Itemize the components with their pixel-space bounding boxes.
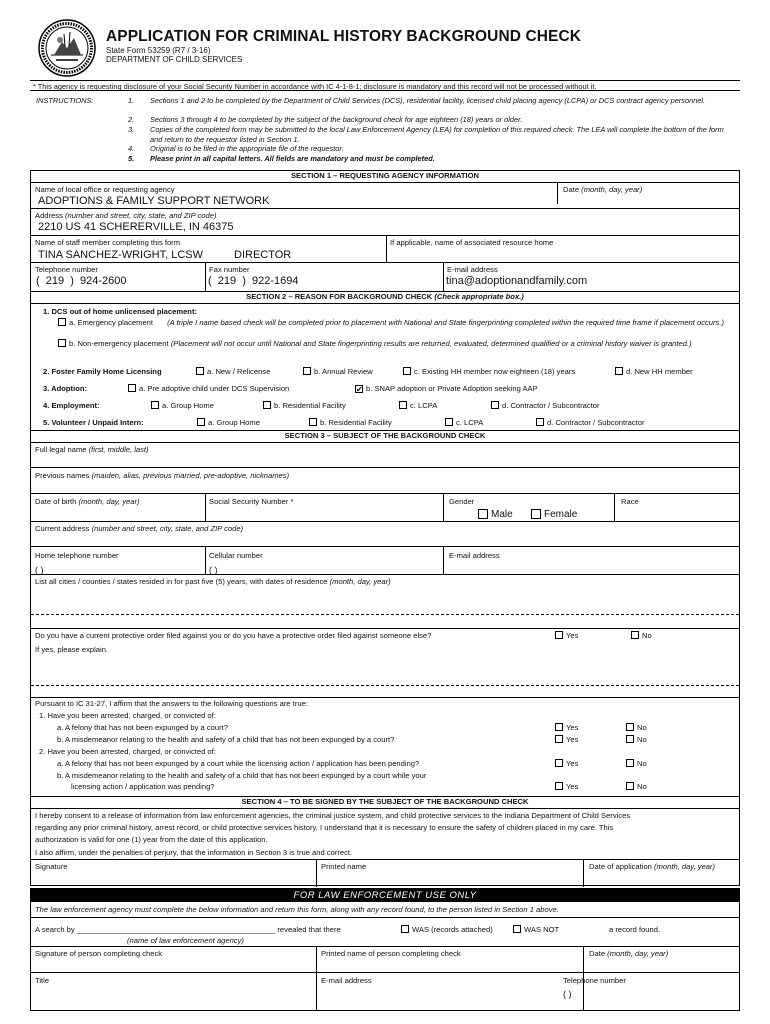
agency-field[interactable]: ADOPTIONS & FAMILY SUPPORT NETWORK [38,195,270,207]
ssn-notice: * This agency is requesting disclosure of your Social Security Number in accordance with IC 4-1-8-1; disclosure is mandatory and this record will not be processed without it. [30,80,740,91]
employment-lcpa-option[interactable]: c. LCPA [399,401,437,410]
printed-name-field[interactable]: Printed name [321,862,367,871]
explain-label: If yes, please explain. [35,645,109,654]
question-2a: a. A felony that has not been expunged by a court while the licensing action / application has been pending? [57,759,420,768]
fax-field[interactable]: ( 219 ) 922-1694 [208,275,299,287]
lea-email-field[interactable]: E-mail address [321,976,372,985]
foster-new-option[interactable]: a. New / Relicense [196,367,270,376]
checkbox[interactable] [555,723,563,731]
checkbox[interactable] [263,401,271,409]
lea-search-by-field[interactable]: A search by _______________________________________________ revealed that there [35,925,341,934]
home-phone-label: Home telephone number [35,551,119,560]
volunteer-residential-option[interactable]: b. Residential Facility [309,418,392,427]
checkbox[interactable] [631,631,639,639]
form-number: State Form 53259 (R7 / 3-16) [106,46,211,55]
lea-was-not-option[interactable]: WAS NOT [513,925,559,934]
checkbox[interactable] [197,418,205,426]
employment-contractor-option[interactable]: d. Contractor / Subcontractor [491,401,600,410]
q2a-yes-option[interactable]: Yes [555,759,578,768]
residences-label: List all cities / counties / states resided in for past five (5) years, with dates of residence (month, day, year) [35,577,391,586]
race-field[interactable]: Race [621,497,639,506]
protective-no-option[interactable]: No [631,631,652,640]
section2-title: SECTION 2 – REASON FOR BACKGROUND CHECK (Check appropriate box.) [246,292,524,301]
instruction-item: 2. Sections 3 through 4 to be completed by the subject of the background check for age eighteen (18) years or older. [128,115,523,124]
cell-field[interactable]: ( ) [209,565,218,575]
law-enforcement-section [30,888,740,1011]
lea-printed-name-field[interactable]: Printed name of person completing check [321,949,461,958]
question-2: 2. Have you been arrested, charged, or convicted of: [39,747,216,756]
dob-field[interactable]: Date of birth (month, day, year) [35,497,140,506]
fax-label: Fax number [209,265,250,274]
checkbox[interactable] [626,723,634,731]
section1-title: SECTION 1 – REQUESTING AGENCY INFORMATION [290,171,480,180]
adoption-pre-option[interactable]: a. Pre adoptive child under DCS Supervision [128,384,289,393]
form-title: APPLICATION FOR CRIMINAL HISTORY BACKGROUND CHECK [106,28,582,45]
lea-was-option[interactable]: WAS (records attached) [401,925,493,934]
lea-date-field[interactable]: Date (month, day, year) [589,949,669,958]
q2b-yes-option[interactable]: Yes [555,782,578,791]
checkbox[interactable] [58,318,66,326]
full-name-field[interactable]: Full legal name (first, middle, last) [35,445,149,454]
phone-field[interactable]: ( 219 ) 924-2600 [36,275,127,287]
question-2b-cont: licensing action / application was pending? [71,782,215,791]
section4-title: SECTION 4 – TO BE SIGNED BY THE SUBJECT OF THE BACKGROUND CHECK [241,797,529,806]
checkbox[interactable] [445,418,453,426]
lea-phone-label: Telephone number [563,976,626,985]
checkbox[interactable] [309,418,317,426]
checkbox[interactable] [401,925,409,933]
instruction-item: 4. Original is to be filed in the appropriate file of the requestor. [128,144,344,153]
cell-label: Cellular number [209,551,263,560]
checkbox[interactable] [555,735,563,743]
employment-residential-option[interactable]: b. Residential Facility [263,401,346,410]
signature-field[interactable]: Signature [35,862,68,871]
email-label: E-mail address [447,265,498,274]
email-field[interactable]: tina@adoptionandfamily.com [446,275,588,287]
question-1b: b. A misdemeanor relating to the health and safety of a child that has not been expunged by a court? [57,735,395,744]
date-label: Date (month, day, year) [563,185,643,194]
instruction-item: 3. Copies of the completed form may be submitted to the local Law Enforcement Agency (LEA) for completion of this required check. The LEA will complete the bottom of the form and return to the requestor listed in Section 1. [128,125,724,144]
dcs-label: 1. DCS out of home unlicensed placement: [43,307,198,316]
checkbox[interactable] [615,367,623,375]
phone-label: Telephone number [35,265,98,274]
checkbox[interactable] [128,384,136,392]
application-date-field[interactable]: Date of application (month, day, year) [589,862,716,871]
male-option[interactable]: Male [478,509,513,520]
address-label: Address (number and street, city, state, and ZIP code) [35,211,217,220]
consent-text-3: authorization is valid for one (1) year from the date of this application. [35,835,268,844]
affirm-text: Pursuant to IC 31-27, I affirm that the answers to the following questions are true: [35,699,308,708]
agency-label: Name of local office or requesting agency [35,185,175,194]
lea-title-field[interactable]: Title [35,976,50,985]
protective-order-question: Do you have a current protective order filed against you or do you have a protective order filed against someone else? [35,631,432,640]
form-body [30,170,740,886]
q1a-no-option[interactable]: No [626,723,647,732]
lea-record-found-text: a record found. [609,925,661,934]
dcs-non-emergency-option[interactable]: b. Non-emergency placement (Placement will not occur until National and State fingerprinting results are returned, evaluated, determined qualified or a criminal history waiver is granted.) [58,339,728,349]
checkbox[interactable] [58,339,66,347]
checkbox[interactable] [403,367,411,375]
lea-agency-hint: (name of law enforcement agency) [127,936,244,945]
instruction-item: 1. Sections 1 and 2 to be completed by the Department of Child Services (DCS), residential facility, licensed child placing agency (LCPA) or DCS contract agency personnel. [128,96,706,105]
staff-title-field[interactable]: DIRECTOR [234,249,292,261]
question-2b: b. A misdemeanor relating to the health and safety of a child that has not been expunged by a court while your [57,771,427,780]
address-field[interactable]: 2210 US 41 SCHERERVILLE, IN 46375 [38,221,234,233]
current-address-field[interactable]: Current address (number and street, city, state, and ZIP code) [35,524,244,533]
q1b-no-option[interactable]: No [626,735,647,744]
consent-text-2: regarding any prior criminal history, arrest record, or child protective services history. I understand that it is necessary to ensure the safety of children placed in my care. This [35,823,614,832]
consent-text-1: I hereby consent to a release of information from law enforcement agencies, the criminal justice system, and child protective services to the Indiana Department of Child Services [35,811,631,820]
lea-phone-field[interactable]: ( ) [563,989,572,999]
checkbox[interactable] [531,509,541,519]
volunteer-label: 5. Volunteer / Unpaid Intern: [43,418,144,427]
dcs-emergency-option[interactable]: a. Emergency placement (A triple I name based check will be completed prior to placement with National and State fingerprinting completed within the required time frame if placement occurs.) [58,318,728,328]
employment-label: 4. Employment: [43,401,100,410]
checkbox[interactable] [196,367,204,375]
department-name: DEPARTMENT OF CHILD SERVICES [106,55,243,64]
question-1a: a. A felony that has not been expunged by a court? [57,723,228,732]
foster-label: 2. Foster Family Home Licensing [43,367,162,376]
subject-email-field[interactable]: E-mail address [449,551,500,560]
staff-label: Name of staff member completing this form [35,238,181,247]
checkbox[interactable] [626,759,634,767]
q2b-no-option[interactable]: No [626,782,647,791]
perjury-text: I also affirm, under the penalties of perjury, that the information in Section 3 is true and correct. [35,848,353,857]
gender-label: Gender [449,497,475,506]
checkbox[interactable] [303,367,311,375]
home-phone-field[interactable]: ( ) [35,565,44,575]
question-1: 1. Have you been arrested, charged, or convicted of: [39,711,216,720]
checkbox-checked[interactable]: ✔ [356,385,363,394]
foster-existing-option[interactable]: c. Existing HH member now eighteen (18) years [403,367,575,376]
checkbox[interactable] [626,782,634,790]
ssn-field[interactable]: Social Security Number * [209,497,294,506]
protective-yes-option[interactable]: Yes [555,631,578,640]
staff-field[interactable]: TINA SANCHEZ-WRIGHT, LCSW [38,249,204,261]
checkbox[interactable] [555,782,563,790]
checkbox[interactable] [626,735,634,743]
resource-home-label: If applicable, name of associated resource home [390,238,554,247]
previous-names-field[interactable]: Previous names (maiden, alias, previous married, pre-adoptive, nicknames) [35,471,290,480]
checkbox[interactable] [536,418,544,426]
instructions-label: INSTRUCTIONS: [36,96,94,105]
foster-new-hh-option[interactable]: d. New HH member [615,367,693,376]
checkbox[interactable] [478,509,488,519]
lea-title: FOR LAW ENFORCEMENT USE ONLY [31,889,739,902]
lea-signature-field[interactable]: Signature of person completing check [35,949,163,958]
foster-annual-option[interactable]: b. Annual Review [303,367,373,376]
q2a-no-option[interactable]: No [626,759,647,768]
section3-title: SECTION 3 – SUBJECT OF THE BACKGROUND CHECK [284,431,486,440]
q1b-yes-option[interactable]: Yes [555,735,578,744]
checkbox[interactable] [151,401,159,409]
lea-instruction: The law enforcement agency must complete the below information and return this form, along with any record found, to the person listed in Section 1 above. [35,905,559,914]
checkbox[interactable] [491,401,499,409]
volunteer-contractor-option[interactable]: d. Contractor / Subcontractor [536,418,645,427]
adoption-snap-option[interactable]: ✔ b. SNAP adoption or Private Adoption seeking AAP [356,384,538,394]
checkbox[interactable] [555,759,563,767]
volunteer-lcpa-option[interactable]: c. LCPA [445,418,483,427]
q1a-yes-option[interactable]: Yes [555,723,578,732]
volunteer-group-home-option[interactable]: a. Group Home [197,418,260,427]
checkbox[interactable] [399,401,407,409]
checkbox[interactable] [555,631,563,639]
adoption-label: 3. Adoption: [43,384,88,393]
employment-group-home-option[interactable]: a. Group Home [151,401,214,410]
state-seal-logo [34,18,100,78]
female-option[interactable]: Female [531,509,577,520]
checkbox[interactable] [513,925,521,933]
instruction-item: 5. Please print in all capital letters. All fields are mandatory and must be completed. [128,154,435,163]
